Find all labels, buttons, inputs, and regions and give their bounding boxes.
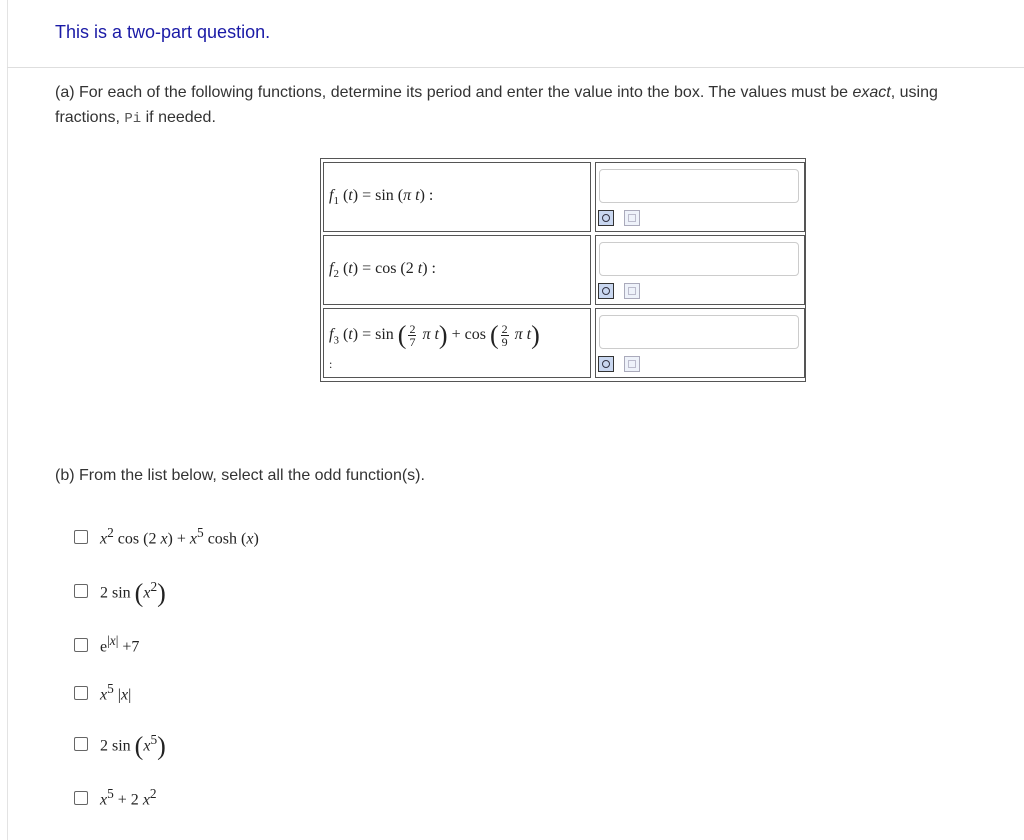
part-a-intro-line2b: if needed. — [141, 109, 216, 126]
function-label-f1: $f_1$ (t) = sin (π t) : — [329, 187, 434, 208]
option-label: 2 $\sin (x^5)$ — [100, 731, 166, 761]
part-b-prompt: (b) From the list below, select all the odd function(s). — [55, 467, 425, 484]
function-label-f3: $f_3$ (t) = sin ( $\frac{2}{7}$ π t) + cos ( $\frac{2}{9}$ π t) — [329, 320, 540, 350]
part-a-intro-text-2: , using — [890, 84, 938, 101]
period-row-f1 — [323, 162, 803, 232]
option-label: $e^{|x|} +7$ — [100, 633, 140, 656]
part-a-intro-text: (a) For each of the following functions, determine its period and enter the value into the box. The values must be — [55, 84, 853, 101]
pi-code: Pi — [124, 111, 142, 127]
option-checkbox[interactable] — [74, 530, 88, 544]
option-checkbox[interactable] — [74, 584, 88, 598]
function-cell — [323, 162, 591, 232]
option-checkbox[interactable] — [74, 791, 88, 805]
period-input-f3[interactable] — [599, 315, 799, 349]
function-cell — [323, 308, 591, 378]
answer-tools — [598, 210, 650, 228]
option-label: $x^5 + 2$ $x^2$ — [100, 786, 157, 809]
option-1[interactable] — [74, 524, 259, 550]
option-3[interactable] — [74, 632, 139, 658]
answer-cell — [595, 308, 805, 378]
answer-cell — [595, 235, 805, 305]
part-a-instructions — [55, 80, 1015, 132]
option-4[interactable] — [74, 680, 131, 706]
question-title: This is a two-part question. — [55, 22, 271, 42]
equation-editor-icon[interactable] — [598, 356, 614, 372]
period-input-f1[interactable] — [599, 169, 799, 203]
option-checkbox[interactable] — [74, 737, 88, 751]
option-6[interactable] — [74, 785, 157, 811]
answer-tools — [598, 283, 650, 301]
function-label-colon: : — [329, 357, 333, 371]
option-label: $x^2$ cos (2 $x) + x^5$ cosh (x) — [100, 525, 259, 548]
exact-emphasis: exact — [852, 84, 891, 101]
period-table — [320, 158, 806, 382]
answer-tools — [598, 356, 650, 374]
function-label-f2: $f_2$ (t) = cos (2 t) : — [329, 260, 436, 281]
period-row-f3 — [323, 308, 803, 378]
equation-editor-icon[interactable] — [598, 210, 614, 226]
equation-editor-icon[interactable] — [598, 283, 614, 299]
preview-icon[interactable] — [624, 356, 640, 372]
option-label: $x^5$ |x| — [100, 681, 132, 704]
option-label: 2 $\sin (x^2)$ — [100, 578, 166, 608]
period-input-f2[interactable] — [599, 242, 799, 276]
answer-cell — [595, 162, 805, 232]
preview-icon[interactable] — [624, 283, 640, 299]
option-5[interactable] — [74, 731, 166, 761]
option-checkbox[interactable] — [74, 638, 88, 652]
option-2[interactable] — [74, 578, 166, 608]
preview-icon[interactable] — [624, 210, 640, 226]
separator — [7, 67, 1024, 68]
option-checkbox[interactable] — [74, 686, 88, 700]
part-a-intro-line2: fractions, — [55, 109, 125, 126]
function-cell — [323, 235, 591, 305]
period-row-f2 — [323, 235, 803, 305]
